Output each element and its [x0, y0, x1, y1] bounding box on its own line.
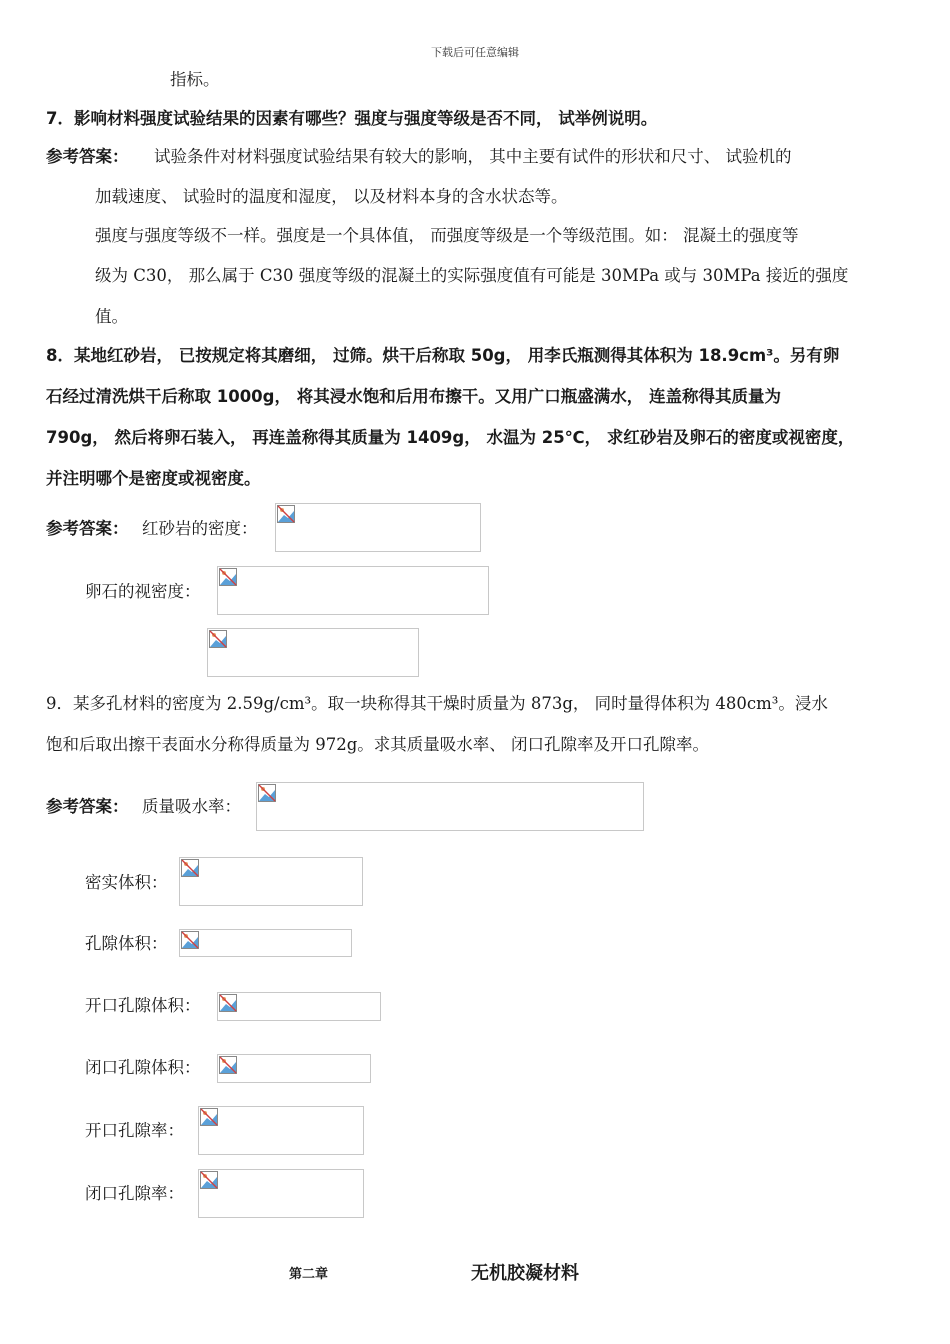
- formula-image: [275, 503, 481, 552]
- answer-9-closed-porosity-label: 闭口孔隙率：: [85, 1184, 184, 1203]
- formula-image: [217, 992, 381, 1021]
- broken-image-icon: [181, 859, 199, 877]
- answer-7-line-3: 强度与强度等级不一样。强度是一个具体值， 而强度等级是一个等级范围。如： 混凝土的强度等: [95, 226, 799, 245]
- chapter-label: 第二章: [289, 1267, 329, 1282]
- question-9-line-2: 饱和后取出擦干表面水分称得质量为 972g。求其质量吸水率、 闭口孔隙率及开口孔隙率。: [46, 735, 710, 754]
- formula-image: [207, 628, 419, 677]
- answer-9-pore-volume-label: 孔隙体积：: [85, 934, 168, 953]
- question-8-line-2: 石经过清洗烘干后称取 1000g， 将其浸水饱和后用布擦干。又用广口瓶盛满水， 连盖称得其质量为: [46, 387, 781, 406]
- answer-9-solid-volume-label: 密实体积：: [85, 873, 168, 892]
- answer-9-open-porosity-label: 开口孔隙率：: [85, 1121, 184, 1140]
- answer-9-absorption-label: 质量吸水率：: [142, 797, 241, 816]
- answer-7-line-2: 加载速度、 试验时的温度和湿度， 以及材料本身的含水状态等。: [95, 187, 568, 206]
- formula-image: [198, 1169, 364, 1218]
- question-8-line-3: 790g， 然后将卵石装入， 再连盖称得其质量为 1409g， 水温为 25℃， 求红砂岩及卵石的密度或视密度，: [46, 428, 855, 447]
- broken-image-icon: [277, 505, 295, 523]
- formula-image: [179, 929, 352, 957]
- question-9-line-1: 9．某多孔材料的密度为 2.59g/cm³。取一块称得其干燥时质量为 873g， 同时量得体积为 480cm³。浸水: [46, 694, 828, 713]
- answer-7-line-1: 试验条件对材料强度试验结果有较大的影响， 其中主要有试件的形状和尺寸、 试验机的: [154, 147, 792, 166]
- answer-8-density-label: 红砂岩的密度：: [142, 519, 258, 538]
- answer-label-9: 参考答案：: [46, 797, 129, 816]
- broken-image-icon: [200, 1171, 218, 1189]
- formula-image: [179, 857, 363, 906]
- answer-8-apparent-density-label: 卵石的视密度：: [85, 582, 201, 601]
- formula-image: [198, 1106, 364, 1155]
- question-8-line-4: 并注明哪个是密度或视密度。: [46, 469, 261, 488]
- page-header: 下载后可任意编辑: [431, 46, 519, 59]
- answer-9-open-pore-volume-label: 开口孔隙体积：: [85, 996, 201, 1015]
- answer-label-8: 参考答案：: [46, 519, 129, 538]
- broken-image-icon: [219, 1056, 237, 1074]
- broken-image-icon: [209, 630, 227, 648]
- formula-image: [256, 782, 644, 831]
- broken-image-icon: [258, 784, 276, 802]
- chapter-title: 无机胶凝材料: [471, 1263, 579, 1284]
- broken-image-icon: [181, 931, 199, 949]
- broken-image-icon: [219, 994, 237, 1012]
- broken-image-icon: [200, 1108, 218, 1126]
- answer-7-line-4: 级为 C30， 那么属于 C30 强度等级的混凝土的实际强度值有可能是 30MPa 或与 30MPa 接近的强度: [95, 266, 849, 285]
- question-7: 7．影响材料强度试验结果的因素有哪些？强度与强度等级是否不同， 试举例说明。: [46, 109, 658, 128]
- broken-image-icon: [219, 568, 237, 586]
- formula-image: [217, 1054, 371, 1083]
- formula-image: [217, 566, 489, 615]
- answer-9-closed-pore-volume-label: 闭口孔隙体积：: [85, 1058, 201, 1077]
- continuation-text: 指标。: [170, 70, 220, 89]
- answer-7-line-5: 值。: [95, 307, 128, 326]
- answer-label-7: 参考答案：: [46, 147, 129, 166]
- question-8-line-1: 8．某地红砂岩， 已按规定将其磨细， 过筛。烘干后称取 50g， 用李氏瓶测得其体积为 18.9cm³。另有卵: [46, 346, 840, 365]
